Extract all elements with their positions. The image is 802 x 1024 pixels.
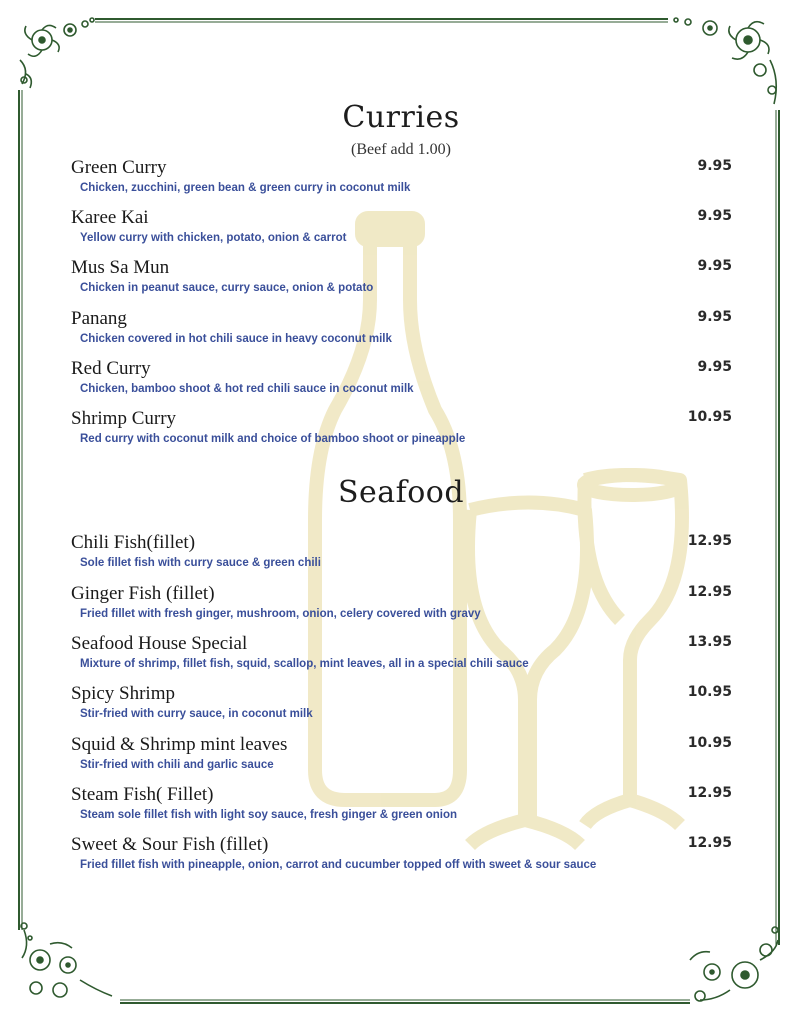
item-description: Yellow curry with chicken, potato, onion & carrot xyxy=(80,232,347,244)
menu-item xyxy=(71,207,732,251)
item-description: Chicken, zucchini, green bean & green curry in coconut milk xyxy=(80,182,411,194)
item-price: 9.95 xyxy=(697,208,732,224)
item-description: Stir-fried with curry sauce, in coconut milk xyxy=(80,708,313,720)
item-name: Red Curry xyxy=(71,358,151,379)
item-price: 10.95 xyxy=(687,409,732,425)
item-price: 12.95 xyxy=(687,785,732,801)
section-title-seafood: Seafood xyxy=(337,475,465,510)
menu-item xyxy=(71,532,732,576)
item-description: Chicken, bamboo shoot & hot red chili sauce in coconut milk xyxy=(80,383,414,395)
menu-item xyxy=(71,633,732,677)
item-name: Green Curry xyxy=(71,157,167,178)
item-description: Red curry with coconut milk and choice of bamboo shoot or pineapple xyxy=(80,433,466,445)
item-description: Steam sole fillet fish with light soy sauce, fresh ginger & green onion xyxy=(80,809,458,821)
item-price: 9.95 xyxy=(697,258,732,274)
item-price: 12.95 xyxy=(687,835,732,851)
item-description: Chicken covered in hot chili sauce in heavy coconut milk xyxy=(80,333,392,345)
section-title-curries: Curries xyxy=(342,100,460,135)
menu-item xyxy=(71,834,732,878)
item-name: Seafood House Special xyxy=(71,633,248,654)
item-price: 10.95 xyxy=(687,684,732,700)
beef-add-note: (Beef add 1.00) xyxy=(351,141,451,158)
menu-item xyxy=(71,257,732,301)
item-description: Stir-fried with chili and garlic sauce xyxy=(80,759,274,771)
item-price: 9.95 xyxy=(697,359,732,375)
item-description: Chicken in peanut sauce, curry sauce, onion & potato xyxy=(80,282,374,294)
item-price: 13.95 xyxy=(687,634,732,650)
item-price: 10.95 xyxy=(687,735,732,751)
menu-item xyxy=(71,157,732,201)
item-name: Steam Fish( Fillet) xyxy=(71,784,214,805)
item-price: 12.95 xyxy=(687,584,732,600)
item-price: 9.95 xyxy=(697,158,732,174)
item-name: Spicy Shrimp xyxy=(71,683,175,704)
item-name: Panang xyxy=(71,308,127,329)
menu-item xyxy=(71,408,732,452)
item-description: Fried fillet fish with pineapple, onion, carrot and cucumber topped off with sweet & sour sauce xyxy=(80,859,597,871)
item-price: 12.95 xyxy=(687,533,732,549)
item-description: Fried fillet with fresh ginger, mushroom, onion, celery covered with gravy xyxy=(80,608,481,620)
menu-item xyxy=(71,683,732,727)
menu-item xyxy=(71,734,732,778)
item-name: Squid & Shrimp mint leaves xyxy=(71,734,288,755)
item-price: 9.95 xyxy=(697,309,732,325)
menu-item xyxy=(71,308,732,352)
menu-item xyxy=(71,583,732,627)
menu-item xyxy=(71,784,732,828)
item-name: Shrimp Curry xyxy=(71,408,177,429)
item-description: Sole fillet fish with curry sauce & green chili xyxy=(80,557,321,569)
menu-item xyxy=(71,358,732,402)
item-name: Chili Fish(fillet) xyxy=(71,532,196,553)
item-name: Ginger Fish (fillet) xyxy=(71,583,215,604)
item-name: Karee Kai xyxy=(71,207,149,228)
item-name: Mus Sa Mun xyxy=(71,257,170,278)
item-name: Sweet & Sour Fish (fillet) xyxy=(71,834,269,855)
item-description: Mixture of shrimp, fillet fish, squid, scallop, mint leaves, all in a special chili sauce xyxy=(80,658,529,670)
